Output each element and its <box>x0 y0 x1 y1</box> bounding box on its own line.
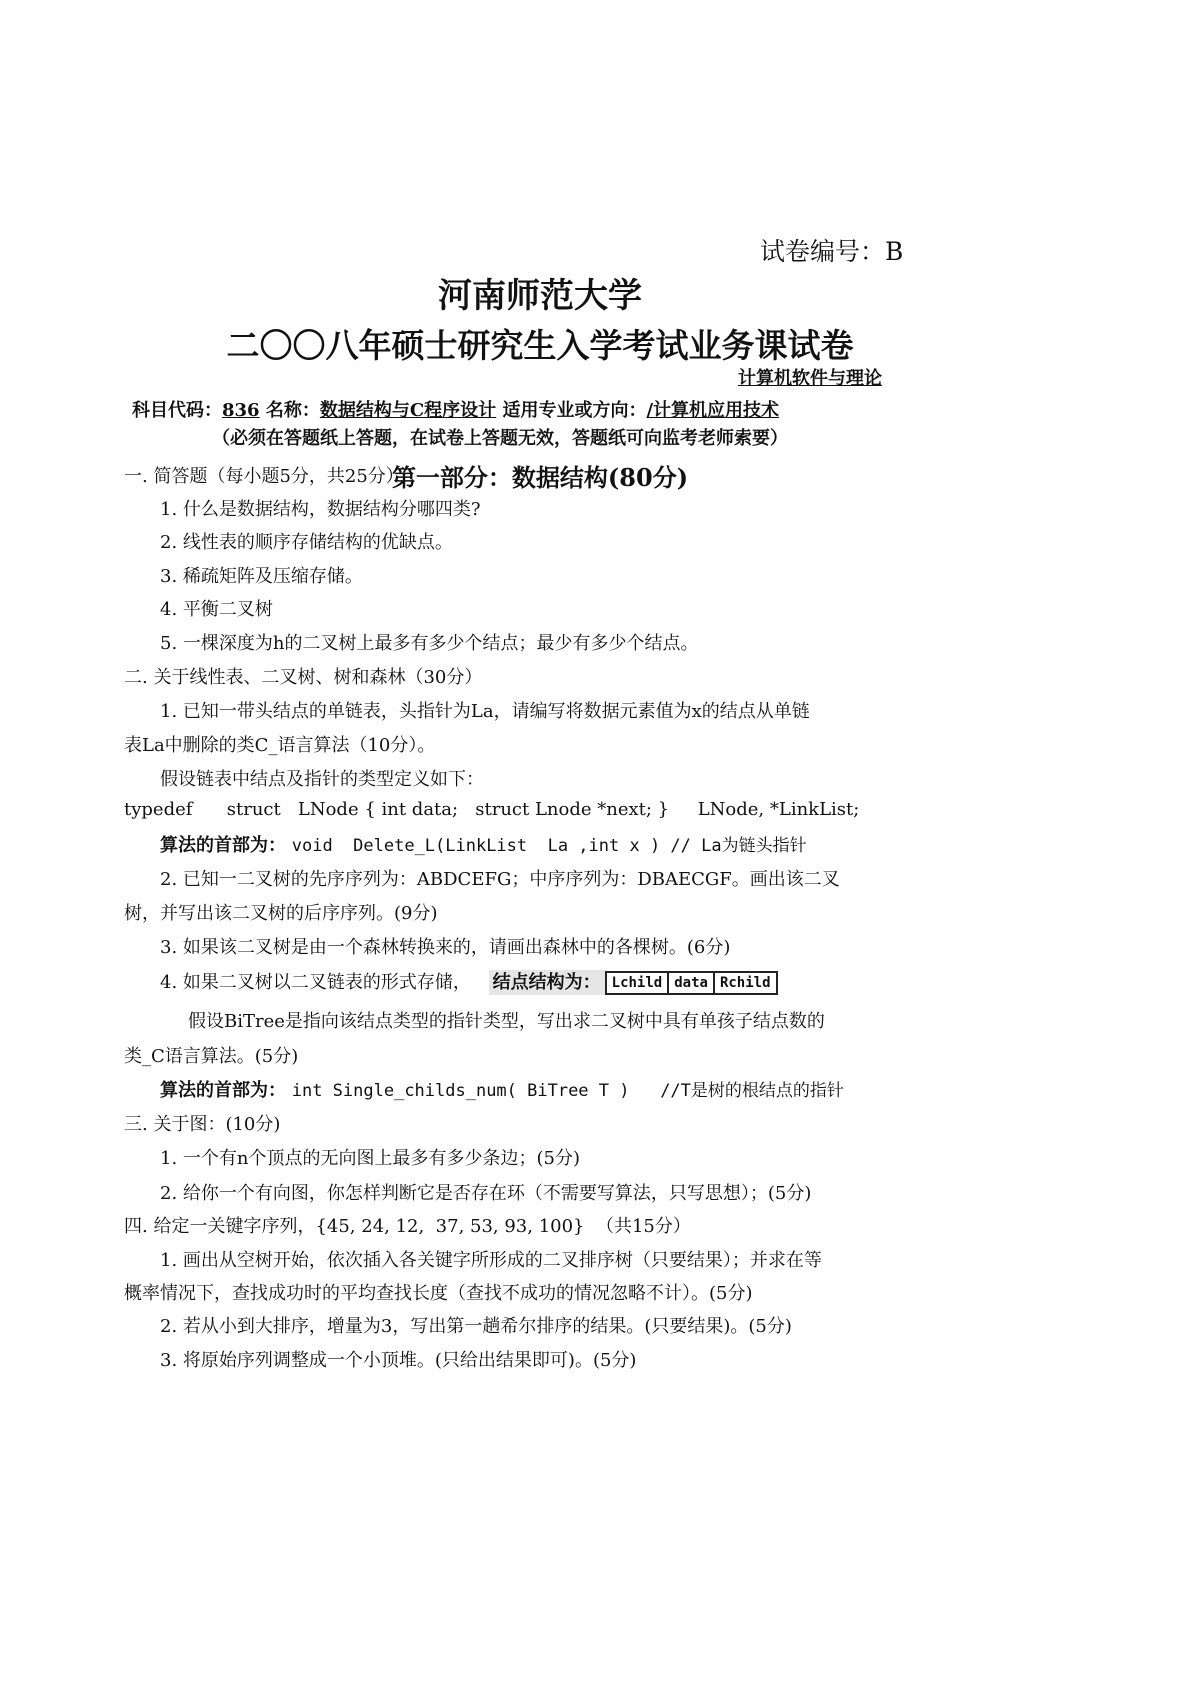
alg2-header <box>160 1076 844 1102</box>
university-name: 河南师范大学 <box>438 276 642 316</box>
node-field-lchild: Lchild <box>607 973 670 993</box>
s1-q2: 2. 线性表的顺序存储结构的优缺点。 <box>160 532 453 553</box>
s1-q4: 4. 平衡二叉树 <box>160 599 273 620</box>
node-structure-box <box>605 971 778 995</box>
part-title: 第一部分：数据结构(80分) <box>391 463 689 492</box>
s1-q5: 5. 一棵深度为h的二叉树上最多有多少个结点；最少有多少个结点。 <box>160 633 699 654</box>
s1-q1: 1. 什么是数据结构，数据结构分哪四类? <box>160 499 481 520</box>
major-label: 适用专业或方向： <box>502 400 647 421</box>
alg1-header <box>160 831 807 857</box>
s3-q2: 2. 给你一个有向图，你怎样判断它是否存在环（不需要写算法，只写思想）；(5分) <box>160 1183 812 1204</box>
s2-q4-line1 <box>160 968 778 995</box>
section-2-title: 二. 关于线性表、二叉树、树和森林（30分） <box>124 667 483 688</box>
node-field-rchild: Rchild <box>719 975 771 991</box>
s2-q1-line2: 表La中删除的类C_语言算法（10分）。 <box>124 735 436 756</box>
subject-name: 数据结构与C程序设计 <box>319 400 497 421</box>
section-3-title: 三. 关于图：(10分) <box>124 1114 281 1135</box>
s4-q1-line2: 概率情况下，查找成功时的平均查找长度（查找不成功的情况忽略不计）。(5分) <box>124 1283 753 1304</box>
node-field-data: data <box>669 973 715 993</box>
subject-name-label: 名称： <box>265 400 320 421</box>
s2-q2-line1: 2. 已知一二叉树的先序序列为：ABDCEFG；中序序列为：DBAECGF。画出该二叉 <box>160 869 840 890</box>
s2-q1-line3: 假设链表中结点及指针的类型定义如下： <box>160 769 484 790</box>
s1-q3: 3. 稀疏矩阵及压缩存储。 <box>160 566 363 587</box>
s2-q4-text: 4. 如果二叉树以二叉链表的形式存储， <box>160 972 471 993</box>
node-structure-label: 结点结构为： <box>489 970 605 995</box>
alg1-code: void Delete_L(LinkList La ,int x ) // La为链头指针 <box>291 836 807 856</box>
s3-q1: 1. 一个有n个顶点的无向图上最多有多少条边；(5分) <box>160 1148 580 1169</box>
exam-note: （必须在答题纸上答题，在试卷上答题无效，答题纸可向监考老师索要） <box>212 428 788 449</box>
alg2-code: int Single_childs_num( BiTree T ) //T是树的根结点的指针 <box>291 1081 844 1101</box>
major-line-2: /计算机应用技术 <box>646 400 780 421</box>
s2-q3: 3. 如果该二叉树是由一个森林转换来的，请画出森林中的各棵树。(6分) <box>160 937 731 958</box>
s4-q2: 2. 若从小到大排序，增量为3，写出第一趟希尔排序的结果。(只要结果)。(5分) <box>160 1316 792 1337</box>
subject-line <box>132 396 779 422</box>
subject-code: 836 <box>222 400 260 421</box>
s2-q4-line3: 类_C语言算法。(5分) <box>124 1046 299 1067</box>
alg1-label: 算法的首部为： <box>160 835 286 856</box>
section-4-title: 四. 给定一关键字序列，{45, 24, 12, 37, 53, 93, 100} （共15分） <box>124 1216 691 1237</box>
exam-title: 二〇〇八年硕士研究生入学考试业务课试卷 <box>226 326 854 365</box>
major-line-1: 计算机软件与理论 <box>738 368 882 389</box>
subject-prefix: 科目代码： <box>132 400 222 421</box>
s2-q4-line2: 假设BiTree是指向该结点类型的指针类型，写出求二叉树中具有单孩子结点数的 <box>188 1011 825 1032</box>
alg2-label: 算法的首部为： <box>160 1080 286 1101</box>
s4-q1-line1: 1. 画出从空树开始，依次插入各关键字所形成的二叉排序树（只要结果）；并求在等 <box>160 1250 822 1271</box>
s2-q2-line2: 树，并写出该二叉树的后序序列。(9分) <box>124 903 438 924</box>
section-1-title: 一. 简答题（每小题5分，共25分） <box>124 466 404 487</box>
exam-serial: 试卷编号：B <box>760 237 904 266</box>
s2-q1-line1: 1. 已知一带头结点的单链表，头指针为La，请编写将数据元素值为x的结点从单链 <box>160 701 810 722</box>
s4-q3: 3. 将原始序列调整成一个小顶堆。(只给出结果即可)。(5分) <box>160 1350 637 1371</box>
typedef-line: typedef struct LNode { int data; struct Lnode *next; } LNode, *LinkList; <box>124 799 860 820</box>
